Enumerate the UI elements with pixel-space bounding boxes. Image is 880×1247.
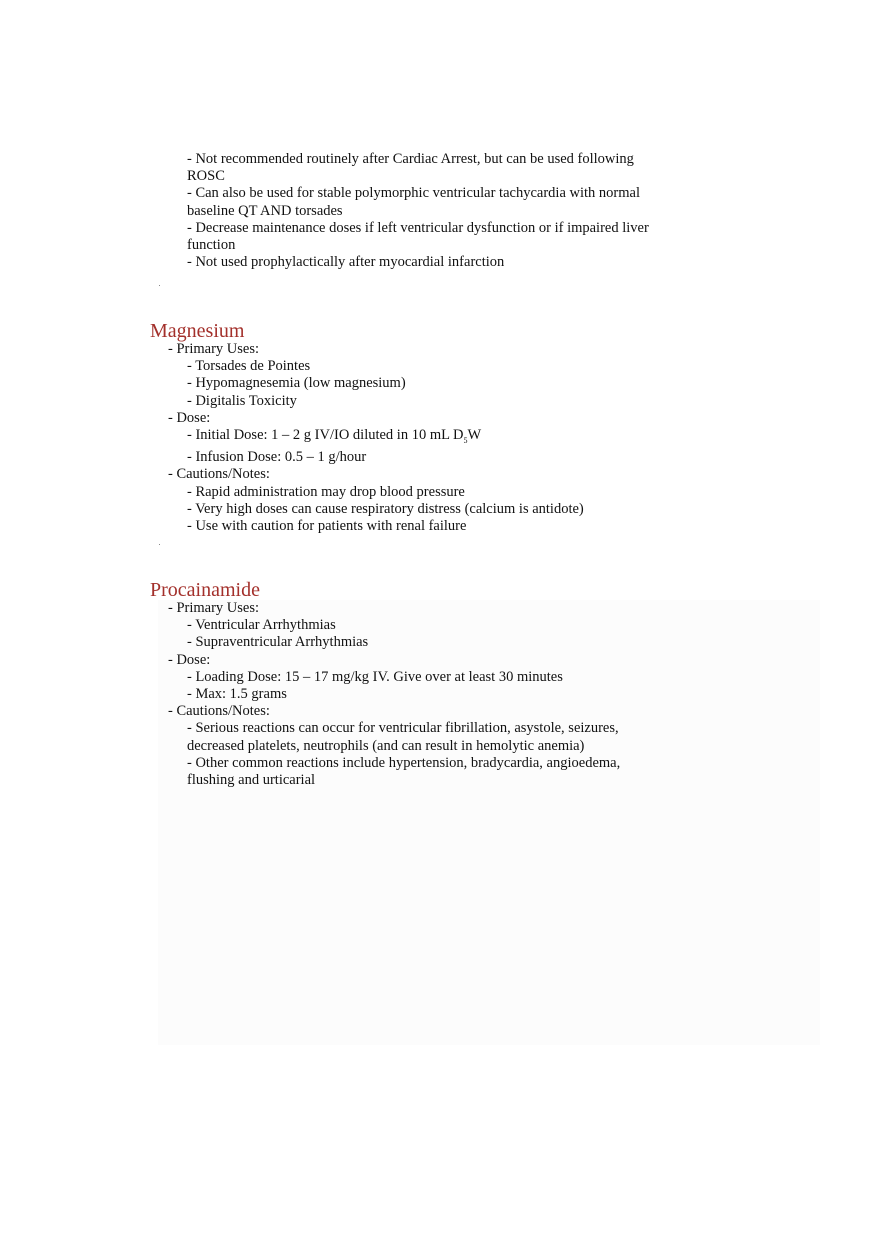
intro-notes (0, 151, 880, 271)
list-item: - Max: 1.5 grams (187, 686, 287, 703)
dose-label: - Dose: (168, 651, 211, 668)
initial-dose-subscript: 5 (463, 435, 468, 445)
cautions-label: - Cautions/Notes: (168, 703, 270, 720)
magnesium-heading: Magnesium (150, 320, 245, 342)
intro-line: - Not recommended routinely after Cardiac Arrest, but can be used following (187, 151, 634, 167)
separator-dot (159, 285, 160, 286)
initial-dose-end: W (467, 427, 482, 444)
dose-label: - Dose: (168, 409, 211, 426)
cautions-label: - Cautions/Notes: (168, 466, 270, 483)
procainamide-heading: Procainamide (150, 579, 260, 601)
intro-line: - Not used prophylactically after myocardial infarction (187, 254, 505, 271)
list-item: flushing and urticarial (187, 772, 316, 789)
separator-dot (159, 544, 160, 545)
infusion-dose: - Infusion Dose: 0.5 – 1 g/hour (187, 449, 367, 466)
intro-line: baseline QT AND torsades (187, 202, 343, 219)
intro-line: function (187, 237, 236, 254)
primary-uses-label: - Primary Uses: (168, 600, 260, 616)
intro-line: - Decrease maintenance doses if left ventricular dysfunction or if impaired liver (187, 219, 649, 236)
initial-dose (0, 427, 880, 449)
intro-line: ROSC (187, 168, 225, 185)
list-item: - Use with caution for patients with renal failure (187, 517, 467, 534)
list-item: - Very high doses can cause respiratory distress (calcium is antidote) (187, 500, 584, 517)
initial-dose-text: - Initial Dose: 1 – 2 g IV/IO diluted in 10 mL D (187, 427, 464, 444)
list-item: - Rapid administration may drop blood pressure (187, 483, 465, 500)
list-item: - Ventricular Arrhythmias (187, 617, 336, 634)
intro-line: - Can also be used for stable polymorphic ventricular tachycardia with normal (187, 185, 640, 202)
list-item: - Serious reactions can occur for ventricular fibrillation, asystole, seizures, (187, 720, 619, 737)
list-item: - Supraventricular Arrhythmias (187, 634, 369, 651)
procainamide-section (0, 600, 880, 789)
primary-uses-label: - Primary Uses: (168, 341, 260, 357)
list-item: - Torsades de Pointes (187, 358, 311, 375)
list-item: - Other common reactions include hypertension, bradycardia, angioedema, (187, 754, 621, 771)
magnesium-section (0, 341, 880, 535)
list-item: - Digitalis Toxicity (187, 392, 297, 409)
list-item: decreased platelets, neutrophils (and can result in hemolytic anemia) (187, 737, 585, 754)
list-item: - Loading Dose: 15 – 17 mg/kg IV. Give over at least 30 minutes (187, 668, 563, 685)
list-item: - Hypomagnesemia (low magnesium) (187, 375, 406, 392)
